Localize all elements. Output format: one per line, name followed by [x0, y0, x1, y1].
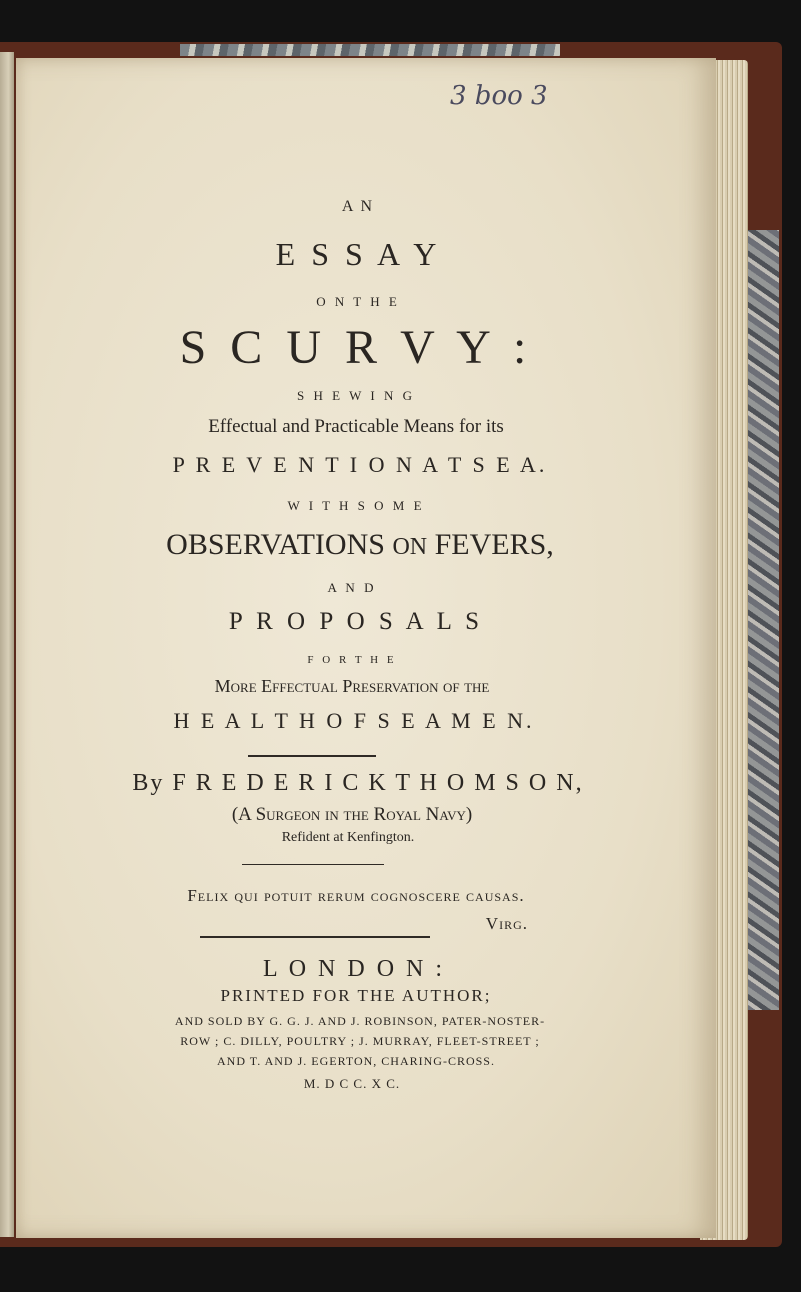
line-scurvy: S C U R V Y :: [179, 321, 533, 374]
handwritten-shelfmark: 3 boo 3: [450, 81, 548, 111]
rule-3: [200, 936, 430, 938]
observations-word: OBSERVATIONS: [166, 528, 385, 561]
line-virg: Virg.: [485, 914, 528, 933]
line-sold-3: AND T. AND J. EGERTON, CHARING-CROSS.: [217, 1054, 495, 1068]
line-shewing: S H E W I N G: [297, 388, 415, 403]
line-an: A N: [341, 198, 375, 215]
line-observations: [10, 528, 710, 562]
line-on-the: O N T H E: [316, 294, 400, 309]
line-sold-2: ROW ; C. DILLY, POULTRY ; J. MURRAY, FLEET-STREET ;: [180, 1034, 540, 1048]
line-london: L O N D O N :: [262, 956, 446, 982]
line-resident: Refident at Kenfington.: [281, 830, 415, 845]
line-essay: E S S A Y: [275, 236, 441, 272]
line-health: H E A L T H O F S E A M E N.: [173, 708, 535, 733]
line-effectual: Effectual and Practicable Means for its: [208, 416, 504, 437]
marbled-board-edge: [745, 230, 779, 1010]
line-with-some: W I T H S O M E: [287, 498, 425, 513]
line-author: By F R E D E R I C K T H O M S O N,: [132, 770, 584, 796]
line-proposals: P R O P O S A L S: [228, 608, 484, 635]
title-page: [16, 58, 716, 1238]
line-printed: PRINTED FOR THE AUTHOR;: [220, 986, 492, 1005]
line-motto: Felix qui potuit rerum cognoscere causas.: [187, 886, 525, 905]
line-and: A N D: [327, 580, 377, 595]
rule-1: [248, 755, 376, 757]
line-more-effectual: More Effectual Preservation of the: [214, 676, 490, 696]
line-date: M. D C C. X C.: [303, 1076, 401, 1091]
line-for-the: F O R T H E: [307, 654, 397, 666]
rule-2: [242, 864, 384, 865]
line-surgeon: (A Surgeon in the Royal Navy): [231, 804, 473, 825]
line-prevention: P R E V E N T I O N A T S E A.: [172, 452, 548, 477]
line-sold-1: AND SOLD BY G. G. J. AND J. ROBINSON, PATER-NOSTER-: [174, 1014, 546, 1028]
marbled-board-top: [180, 44, 560, 56]
fevers-word: FEVERS,: [434, 528, 554, 561]
on-word: ON: [392, 534, 428, 560]
